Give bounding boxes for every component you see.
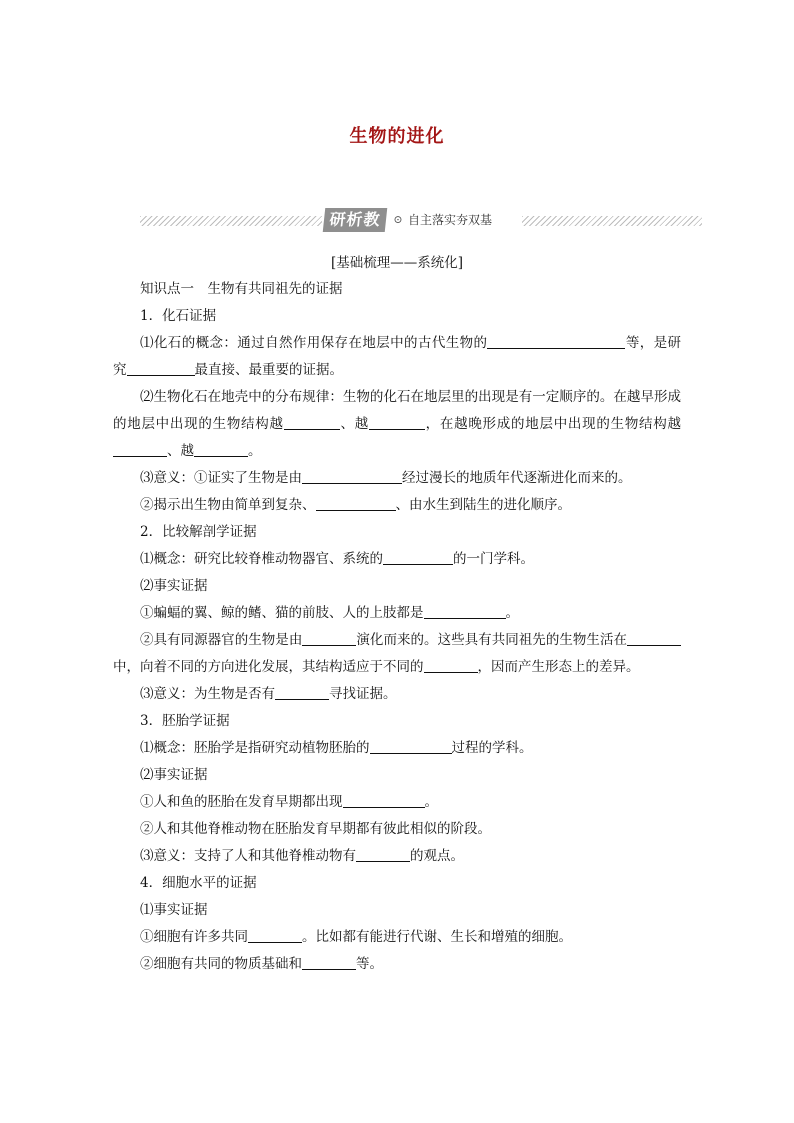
text-segment: ⑵事实证据 — [140, 578, 208, 594]
text-segment: ①人和鱼的胚胎在发育早期都出现 — [140, 794, 343, 810]
text-segment: ⑴事实证据 — [140, 902, 208, 918]
fill-in-blank[interactable] — [194, 442, 248, 457]
paragraph — [113, 897, 681, 924]
fill-in-blank[interactable] — [356, 847, 410, 862]
paragraph — [113, 519, 681, 546]
text-segment: 。 — [248, 443, 262, 459]
text-segment: ⑵生物化石在地壳中的分布规律：生物的化石在地层里的出现是有一定顺序的。在越早形成的地层中出现的生物结构越 — [113, 389, 681, 432]
fill-in-blank[interactable] — [369, 415, 425, 430]
text-segment: ⑶意义：①证实了生物是由 — [140, 470, 302, 486]
fill-in-blank[interactable] — [275, 685, 329, 700]
paragraph — [113, 816, 681, 843]
text-segment: ②细胞有共同的物质基础和 — [140, 956, 302, 972]
fill-in-blank[interactable] — [302, 469, 402, 484]
paragraph — [113, 330, 681, 384]
paragraph — [113, 735, 681, 762]
fill-in-blank[interactable] — [627, 631, 681, 646]
text-segment: 等，是研究 — [113, 335, 682, 378]
paragraph — [113, 951, 681, 978]
text-segment: ⑶意义：支持了人和其他脊椎动物有 — [140, 848, 356, 864]
fill-in-blank[interactable] — [302, 955, 356, 970]
section-banner — [140, 208, 702, 253]
paragraph — [113, 384, 681, 465]
text-segment: ①细胞有许多共同 — [140, 929, 248, 945]
fill-in-blank[interactable] — [343, 793, 425, 808]
text-segment: ，在越晚形成的地层中出现的生物结构越 — [424, 416, 682, 432]
page-title: 生物的进化 — [349, 126, 445, 147]
paragraph — [113, 843, 681, 870]
text-segment: 、越 — [339, 416, 369, 432]
text-segment: 。 — [505, 605, 519, 621]
paragraph — [113, 600, 681, 627]
text-segment: ②人和其他脊椎动物在胚胎发育早期都有彼此相似的阶段。 — [140, 821, 491, 837]
text-segment: ②揭示出生物由简单到复杂、 — [140, 497, 316, 513]
banner-hatch-left — [140, 216, 322, 226]
text-segment: 寻找证据。 — [329, 686, 397, 702]
fill-in-blank[interactable] — [284, 415, 340, 430]
text-segment: 。 — [424, 794, 438, 810]
paragraph — [113, 627, 681, 681]
text-segment: ，因而产生形态上的差异。 — [477, 659, 640, 675]
text-segment: 的观点。 — [410, 848, 464, 864]
document-body — [113, 276, 681, 978]
banner-hatch-right — [522, 216, 702, 226]
text-segment: 、越 — [167, 443, 194, 459]
section-heading: [基础梳理——系统化] — [330, 255, 464, 271]
text-segment: ②具有同源器官的生物是由 — [140, 632, 303, 648]
paragraph — [113, 492, 681, 519]
paragraph — [113, 789, 681, 816]
fill-in-blank[interactable] — [424, 604, 506, 619]
text-segment: ⑴概念：研究比较脊椎动物器官、系统的 — [140, 551, 383, 567]
paragraph — [113, 681, 681, 708]
banner-badge: 研析教材 — [323, 208, 388, 232]
paragraph — [113, 870, 681, 897]
text-segment: 知识点一 生物有共同祖先的证据 — [140, 281, 343, 297]
text-segment: 过程的学科。 — [451, 740, 533, 756]
text-segment: ⑵事实证据 — [140, 767, 208, 783]
fill-in-blank[interactable] — [113, 442, 167, 457]
paragraph — [113, 276, 681, 303]
text-segment: ①蝙蝠的翼、鲸的鳍、猫的前肢、人的上肢都是 — [140, 605, 424, 621]
paragraph — [113, 546, 681, 573]
paragraph — [113, 762, 681, 789]
text-segment: 经过漫长的地质年代逐渐进化而来的。 — [402, 470, 632, 486]
text-segment: 等。 — [356, 956, 383, 972]
text-segment: 2．比较解剖学证据 — [140, 524, 257, 540]
fill-in-blank[interactable] — [424, 658, 478, 673]
paragraph — [113, 465, 681, 492]
fill-in-blank[interactable] — [248, 928, 302, 943]
text-segment: 4．细胞水平的证据 — [140, 875, 257, 891]
text-segment: 最直接、最重要的证据。 — [194, 362, 343, 378]
text-segment: ⑴化石的概念：通过自然作用保存在地层中的古代生物的 — [140, 335, 488, 351]
paragraph — [113, 708, 681, 735]
paragraph — [113, 303, 681, 330]
text-segment: ⑴概念：胚胎学是指研究动植物胚胎的 — [140, 740, 370, 756]
fill-in-blank[interactable] — [316, 496, 396, 511]
text-segment: ⑶意义：为生物是否有 — [140, 686, 275, 702]
paragraph — [113, 573, 681, 600]
banner-bullet-icon: ⊙ — [393, 213, 403, 226]
fill-in-blank[interactable] — [127, 361, 195, 376]
fill-in-blank[interactable] — [383, 550, 453, 565]
paragraph — [113, 924, 681, 951]
fill-in-blank[interactable] — [302, 631, 356, 646]
text-segment: 。比如都有能进行代谢、生长和增殖的细胞。 — [302, 929, 572, 945]
text-segment: 中，向着不同的方向进化发展，其结构适应于不同的 — [113, 659, 424, 675]
banner-subtitle: 自主落实夯双基 — [408, 213, 493, 227]
text-segment: 、由水生到陆生的进化顺序。 — [395, 497, 571, 513]
text-segment: 1．化石证据 — [140, 308, 217, 324]
text-segment: 的一门学科。 — [453, 551, 534, 567]
fill-in-blank[interactable] — [487, 334, 625, 349]
fill-in-blank[interactable] — [370, 739, 452, 754]
text-segment: 演化而来的。这些具有共同祖先的生物生活在 — [356, 632, 628, 648]
text-segment: 3．胚胎学证据 — [140, 713, 230, 729]
